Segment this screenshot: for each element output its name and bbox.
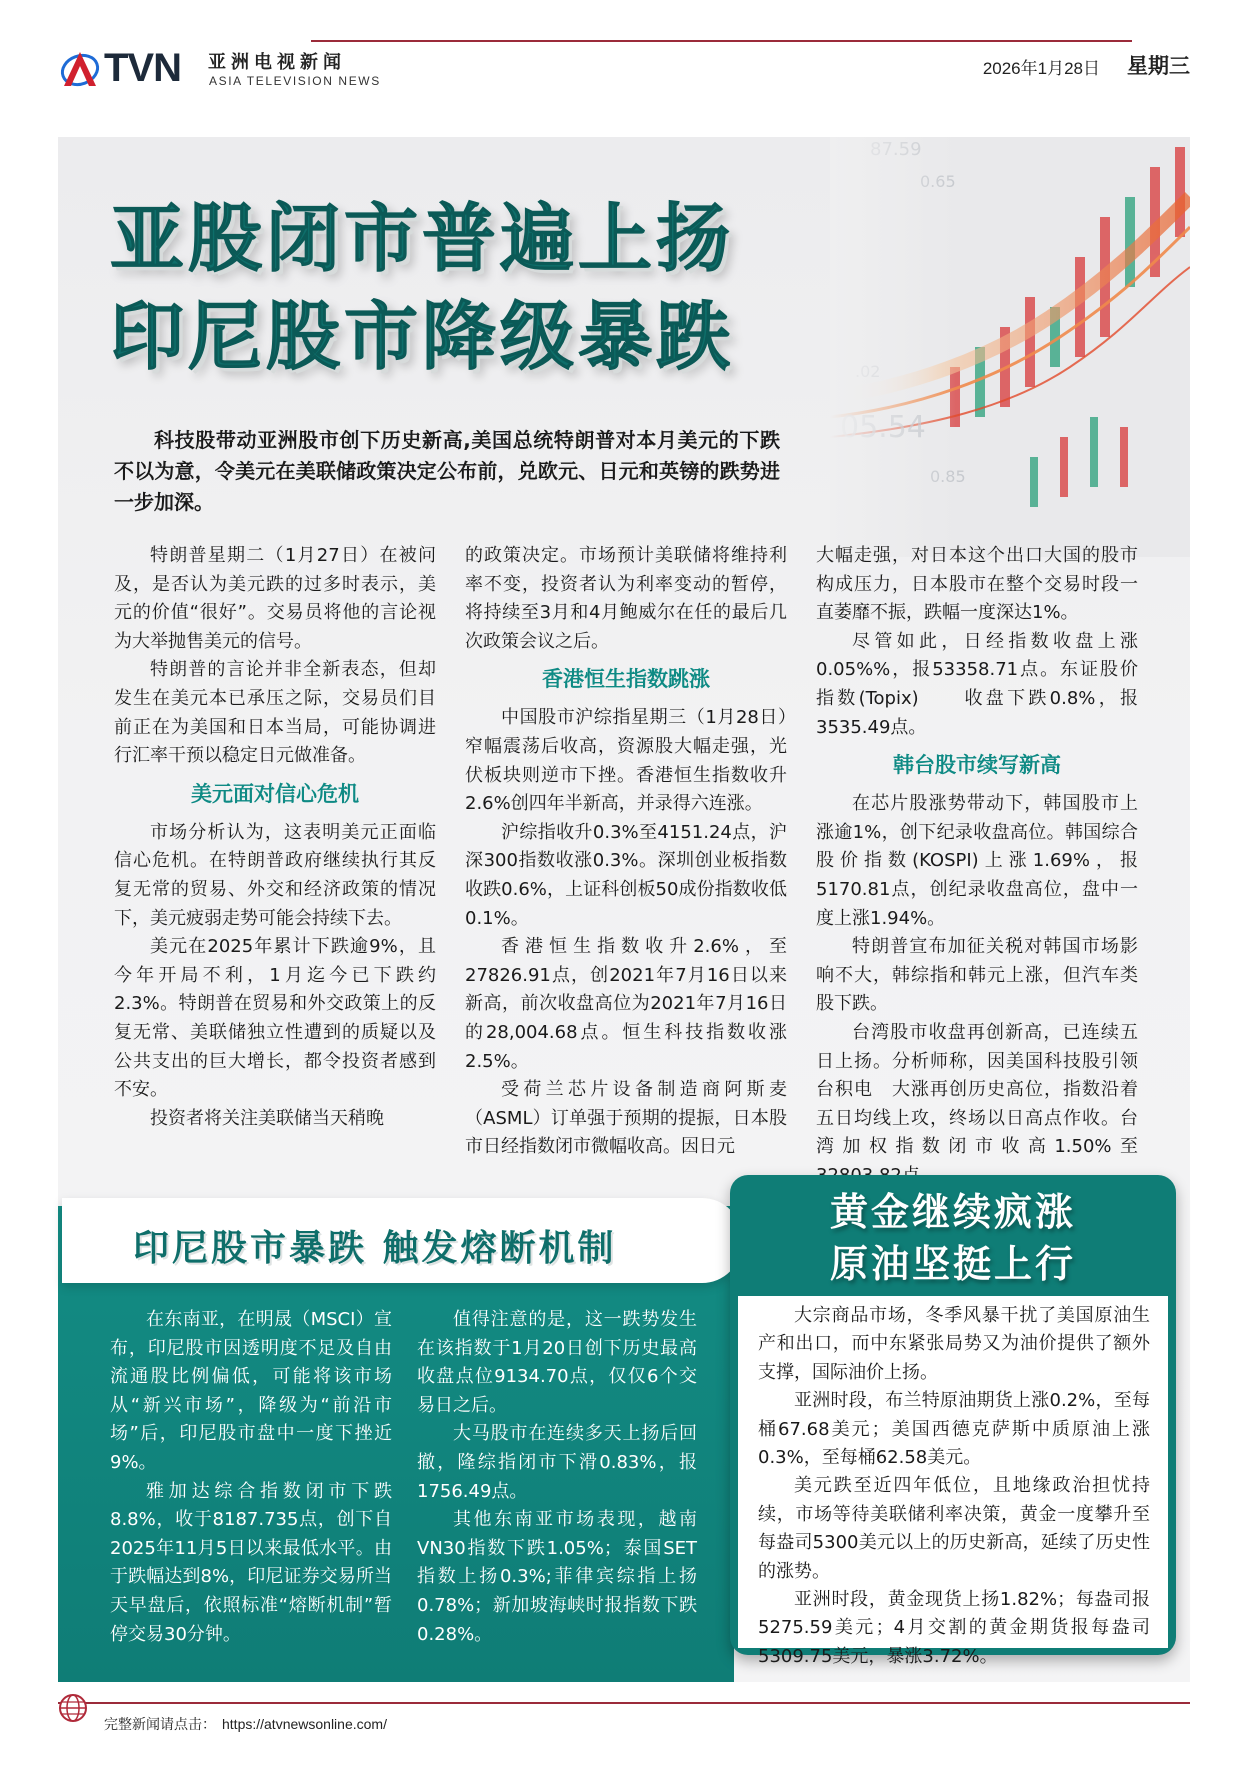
gold-title-line-2: 原油坚挺上行 <box>829 1242 1076 1286</box>
lead-paragraph: 科技股带动亚洲股市创下历史新高,美国总统特朗普对本月美元的下跌不以为意，令美元在美联储政策决定公布前，兑欧元、日元和英镑的跌势进一步加深。 <box>114 428 780 514</box>
paragraph: 大马股市在连续多天上扬后回撤，隆综指闭市下滑0.83%，报1756.49点。 <box>417 1423 697 1502</box>
article-column-2 <box>465 542 787 1162</box>
article-column-1 <box>114 542 436 1133</box>
section-heading: 香港恒生指数跳涨 <box>542 667 710 692</box>
footer-divider <box>58 1702 1190 1704</box>
footer-link-text <box>104 1714 387 1734</box>
paragraph: 值得注意的是，这一跌势发生在该指数于1月20日创下历史最高收盘点位9134.70点，仅仅6个交易日之后。 <box>417 1309 697 1416</box>
paragraph: 沪综指收升0.3%至4151.24点，沪深300指数收涨0.3%。深圳创业板指数收跌0.6%，上证科创板50成份指数收低0.1%。 <box>465 821 787 929</box>
masthead-divider <box>311 40 1132 42</box>
paragraph: 美元在2025年累计下跌逾9%，且今年开局不利，1月迄今已下跌约2.3%。特朗普在贸易和外交政策上的反复无常、美联储独立性遭到的质疑以及公共支出的巨大增长，都令投资者感到不安。 <box>114 936 436 1101</box>
gold-oil-title <box>738 1186 1168 1290</box>
paragraph: 其他东南亚市场表现，越南VN30指数下跌1.05%；泰国SET指数上扬0.3%;菲律宾综指上扬0.78%；新加坡海峡时报指数下跌0.28%。 <box>417 1509 697 1645</box>
paragraph: 特朗普宣布加征关税对韩国市场影响不大，韩综指和韩元上涨，但汽车类股下跌。 <box>816 936 1138 1015</box>
station-name-cn: 亚洲电视新闻 <box>208 52 346 73</box>
issue-weekday: 星期三 <box>1127 54 1190 78</box>
paragraph: 投资者将关注美联储当天稍晚 <box>150 1107 384 1129</box>
paragraph: 美元跌至近四年低位，且地缘政治担忧持续，市场等待美联储利率决策，黄金一度攀升至每盎司5300美元以上的历史新高，延续了历史性的涨势。 <box>758 1475 1150 1582</box>
section-heading: 美元面对信心危机 <box>191 781 359 806</box>
paragraph: 在东南亚，在明晟（MSCI）宣布，印尼股市因透明度不足及自由流通股比例偏低，可能将该市场从“新兴市场”，降级为“前沿市场”后，印尼股市盘中一度下挫近9%。 <box>110 1309 392 1473</box>
masthead <box>58 44 1190 94</box>
paragraph: 的政策决定。市场预计美联储将维持利率不变，投资者认为利率变动的暂停，将持续至3月和4月鲍威尔在任的最后几次政策会议之后。 <box>465 545 787 652</box>
indonesia-title: 印尼股市暴跌 触发熔断机制 <box>133 1228 617 1269</box>
main-headline <box>110 190 734 386</box>
paragraph: 市场分析认为，这表明美元正面临信心危机。在特朗普政府继续执行其反复无常的贸易、外交和经济政策的情况下，美元疲弱走势可能会持续下去。 <box>114 821 436 929</box>
stock-chart-illustration <box>830 137 1190 557</box>
paragraph: 香港恒生指数收升2.6%，至27826.91点，创2021年7月16日以来新高，前次收盘高位为2021年7月16日的28,004.68点。恒生科技指数收涨2.5%。 <box>465 936 787 1072</box>
paragraph: 受荷兰芯片设备制造商阿斯麦（ASML）订单强于预期的提振，日本股市日经指数闭市微幅收高。因日元 <box>465 1079 787 1158</box>
indonesia-column-2 <box>417 1306 697 1649</box>
paragraph: 大宗商品市场，冬季风暴干扰了美国原油生产和出口，而中东紧张局势又为油价提供了额外支撑，国际油价上扬。 <box>758 1305 1150 1383</box>
paragraph: 大幅走强，对日本这个出口大国的股市构成压力，日本股市在整个交易时段一直萎靡不振，跌幅一度深达1%。 <box>816 545 1138 624</box>
headline-line-2: 印尼股市降级暴跌 <box>110 294 734 380</box>
gold-title-line-1: 黄金继续疯涨 <box>829 1190 1076 1234</box>
logo-wordmark: TVN <box>104 46 181 90</box>
paragraph: 亚洲时段，布兰特原油期货上涨0.2%，至每桶67.68美元；美国西德克萨斯中质原油上涨0.3%，至每桶62.58美元。 <box>758 1390 1150 1469</box>
globe-icon <box>58 1693 88 1723</box>
paragraph: 雅加达综合指数闭市下跌8.8%，收于8187.735点，创下自2025年11月5日以来最低水平。由于跌幅达到8%，印尼证券交易所当天早盘后，依照标准“熔断机制”暂停交易30分钟。 <box>110 1480 392 1645</box>
atvn-logo-icon <box>58 48 106 88</box>
section-heading: 韩台股市续写新高 <box>893 753 1061 778</box>
paragraph: 亚洲时段，黄金现货上扬1.82%；每盎司报5275.59美元；4月交割的黄金期货报每盎司5309.75美元，暴涨3.72%。 <box>758 1589 1150 1667</box>
paragraph: 特朗普星期二（1月27日）在被问及，是否认为美元跌的过多时表示，美元的价值“很好”。交易员将他的言论视为大举抛售美元的信号。 <box>114 545 436 652</box>
paragraph: 在芯片股涨势带动下，韩国股市上涨逾1%，创下纪录收盘高位。韩国综合股价指数(KOSPI)上涨1.69%，报5170.81点，创纪录收盘高位，盘中一度上涨1.94%。 <box>816 793 1138 929</box>
indonesia-column-1 <box>110 1306 392 1649</box>
station-name-en: ASIA TELEVISION NEWS <box>209 74 381 88</box>
gold-oil-body <box>758 1302 1150 1671</box>
paragraph: 中国股市沪综指星期三（1月28日）窄幅震荡后收高，资源股大幅走强，光伏板块则逆市下挫。香港恒生指数收升2.6%创四年半新高，并录得六连涨。 <box>465 707 787 815</box>
issue-date: 2026年1月28日 <box>982 59 1100 78</box>
paragraph: 台湾股市收盘再创新高，已连续五日上扬。分析师称，因美国科技股引领台积电 大涨再创历史高位，指数沿着五日均线上攻，终场以日高点作收。台湾加权指数闭市收高1.50%至 <box>816 1021 1138 1158</box>
footer-url-link[interactable]: https://atvnewsonline.com/ <box>222 1716 387 1732</box>
paragraph: 尽管如此，日经指数收盘上涨0.05%%，报53358.71点。东证股价指数(Topix) 收盘下跌0.8%，报3535.49点。 <box>816 630 1138 738</box>
article-column-3 <box>816 542 1138 1190</box>
footer-label: 完整新闻请点击： <box>104 1717 216 1733</box>
headline-line-1: 亚股闭市普遍上扬 <box>110 196 734 282</box>
paragraph: 特朗普的言论并非全新表态，但却发生在美元本已承压之际，交易员们目前正在为美国和日本当局，可能协调进行汇率干预以稳定日元做准备。 <box>114 659 436 767</box>
